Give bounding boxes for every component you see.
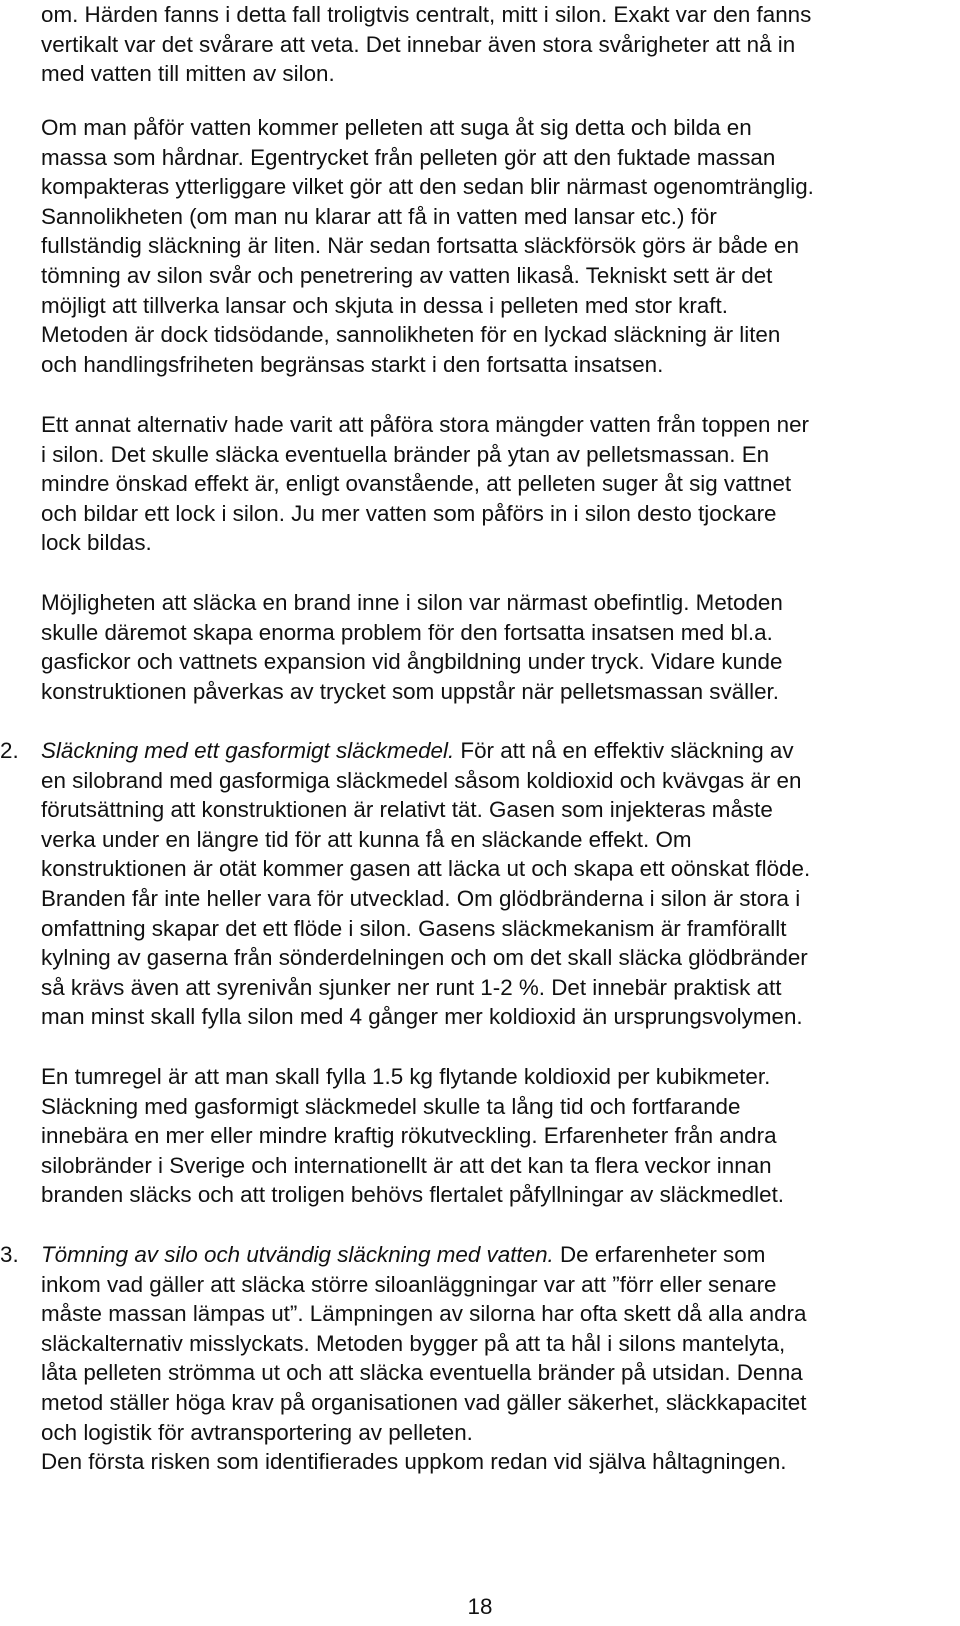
text-line: och bildar ett lock i silon. Ju mer vatten som påförs in i silon desto tjockare [41, 500, 777, 526]
text-line: om. Härden fanns i detta fall troligtvis centralt, mitt i silon. Exakt var den fanns [41, 2, 812, 27]
text-line: släckalternativ misslyckats. Metoden bygger på att ta hål i silons mantelyta, [41, 1330, 786, 1356]
text-line: mindre önskad effekt är, enligt ovanstående, att pelleten suger åt sig vattnet [41, 471, 792, 497]
text-line: Ett annat alternativ hade varit att påföra stora mängder vatten från toppen ner [41, 412, 809, 437]
text-line: En tumregel är att man skall fylla 1.5 kg flytande koldioxid per kubikmeter. [41, 1064, 771, 1089]
text-line: inkom vad gäller att släcka större siloanläggningar var att ”förr eller senare [41, 1271, 777, 1297]
paragraph-2 [41, 410, 941, 558]
text-line: konstruktionen påverkas av trycket som uppstår när pelletsmassan sväller. [41, 678, 779, 704]
paragraph-1 [41, 113, 941, 379]
text-line: med vatten till mitten av silon. [41, 61, 335, 87]
text-line: Branden får inte heller vara för utvecklad. Om glödbränderna i silon är stora i [41, 885, 801, 911]
list-item-2 [41, 736, 941, 1032]
text-line: måste massan lämpas ut”. Lämpningen av silorna har ofta skett då alla andra [41, 1301, 807, 1327]
text-line: möjligt att tillverka lansar och skjuta in dessa i pelleten med stor kraft. [41, 292, 728, 318]
text-line: lock bildas. [41, 530, 152, 556]
text-line: omfattning skapar det ett flöde i silon. Gasens släckmekanism är framförallt [41, 915, 787, 941]
text-line: Om man påför vatten kommer pelleten att suga åt sig detta och bilda en [41, 115, 752, 140]
text-line: Möjligheten att släcka en brand inne i silon var närmast obefintlig. Metoden [41, 590, 783, 615]
text-line: konstruktionen är otät kommer gasen att läcka ut och skapa ett oönskat flöde. [41, 856, 811, 882]
text-line: vertikalt var det svårare att veta. Det innebar även stora svårigheter att nå in [41, 31, 796, 57]
text-line: innebära en mer eller mindre kraftig rökutveckling. Erfarenheter från andra [41, 1123, 777, 1149]
list-item-first-line [41, 1240, 941, 1270]
text-line: branden släcks och att troligen behövs flertalet påfyllningar av släckmedlet. [41, 1182, 785, 1208]
text-line: Den första risken som identifierades uppkom redan vid själva håltagningen. [41, 1449, 787, 1475]
text-line: kylning av gaserna från sönderdelningen och om det skall släcka glödbränder [41, 945, 808, 971]
text-line: massa som hårdnar. Egentrycket från pelleten gör att den fuktade massan [41, 144, 776, 170]
text-line: så krävs även att syrenivån sjunker ner runt 1-2 %. Det innebär praktisk att [41, 974, 782, 1000]
intro-paragraph [41, 0, 941, 89]
text-line: kompakteras ytterliggare vilket gör att den sedan blir närmast ogenomtränglig. [41, 174, 814, 200]
list-number-2: 2. [0, 738, 19, 763]
text-line: Metoden är dock tidsödande, sannolikheten för en lyckad släckning är liten [41, 322, 781, 348]
list-item-title: Släckning med ett gasformigt släckmedel. [41, 738, 455, 763]
text-line: låta pelleten strömma ut och att släcka eventuella bränder på utsidan. Denna [41, 1360, 803, 1386]
text-line: fullständig släckning är liten. När sedan fortsatta släckförsök görs är både en [41, 233, 799, 259]
list-number-3: 3. [0, 1242, 19, 1267]
text-line: gasfickor och vattnets expansion vid ångbildning under tryck. Vidare kunde [41, 649, 783, 675]
text-line: Släckning med gasformigt släckmedel skulle ta lång tid och fortfarande [41, 1093, 741, 1119]
text-line: metod ställer höga krav på organisationen vad gäller säkerhet, släckkapacitet [41, 1389, 807, 1415]
list-item-3 [41, 1240, 941, 1477]
paragraph-3 [41, 588, 941, 706]
list-item-2-paragraph [41, 1062, 941, 1210]
text-line: och logistik för avtransportering av pelleten. [41, 1419, 473, 1445]
text-line: i silon. Det skulle släcka eventuella bränder på ytan av pelletsmassan. En [41, 441, 770, 467]
text-line: silobränder i Sverige och internationellt är att det kan ta flera veckor innan [41, 1152, 772, 1178]
text-line: en silobrand med gasformiga släckmedel såsom koldioxid och kvävgas är en [41, 767, 802, 793]
text-line: förutsättning att konstruktionen är relativt tät. Gasen som injekteras måste [41, 797, 773, 823]
text-fragment: De erfarenheter som [553, 1242, 766, 1267]
text-line: och handlingsfriheten begränsas starkt i den fortsatta insatsen. [41, 351, 664, 377]
list-item-first-line [41, 736, 941, 766]
list-item-title: Tömning av silo och utvändig släckning med vatten. [41, 1242, 554, 1267]
text-fragment: För att nå en effektiv släckning av [454, 738, 794, 763]
text-line: tömning av silon svår och penetrering av vatten likaså. Tekniskt sett är det [41, 262, 773, 288]
page-number: 18 [467, 1594, 493, 1619]
text-line: Sannolikheten (om man nu klarar att få in vatten med lansar etc.) för [41, 203, 717, 229]
text-line: verka under en längre tid för att kunna få en släckande effekt. Om [41, 826, 692, 852]
text-line: skulle däremot skapa enorma problem för den fortsatta insatsen med bl.a. [41, 619, 773, 645]
text-line: man minst skall fylla silon med 4 gånger mer koldioxid än ursprungsvolymen. [41, 1004, 803, 1030]
